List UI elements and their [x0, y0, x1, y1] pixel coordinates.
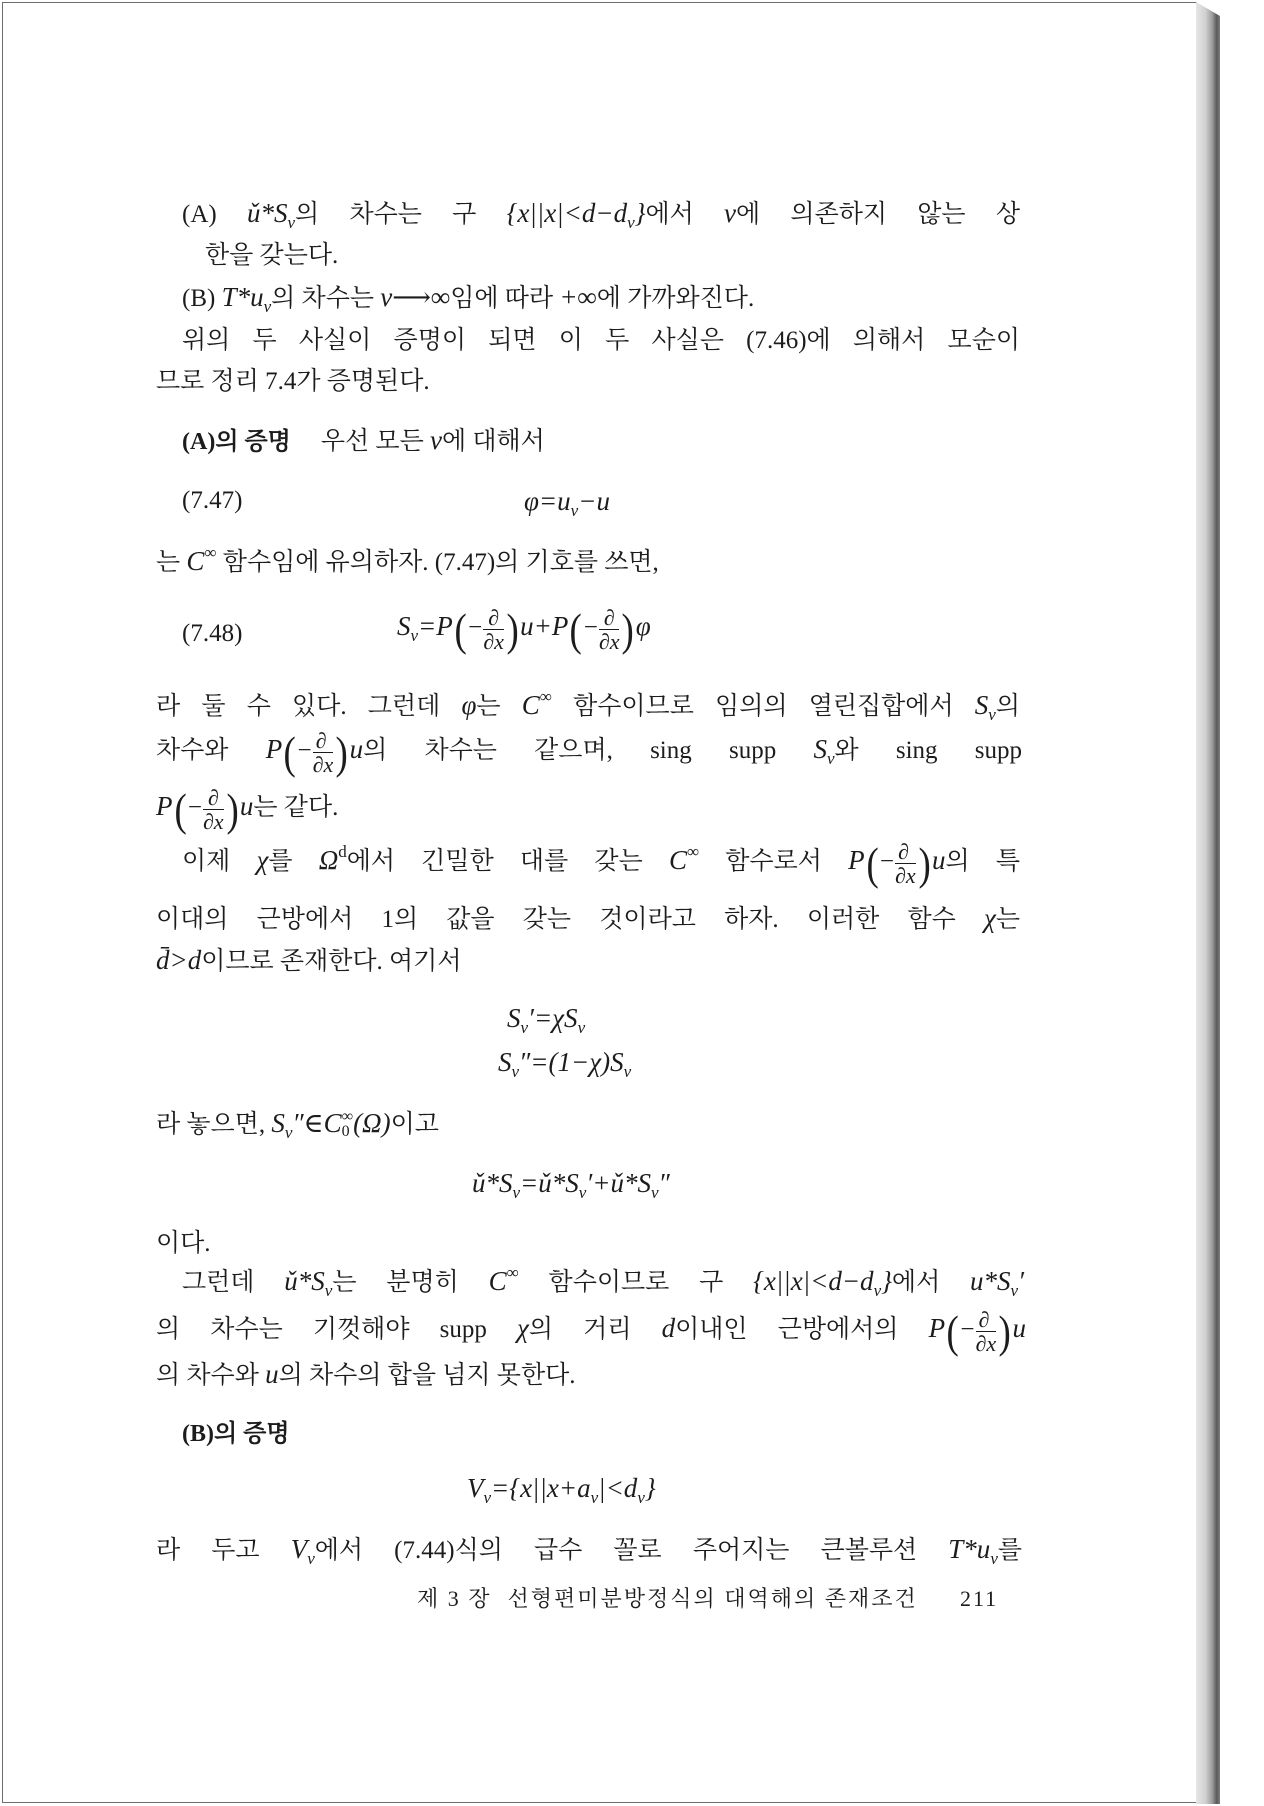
math-expression: ={x||x+a — [491, 1473, 591, 1503]
text-run: 위의 두 사실이 증명이 되면 이 두 사실은 (7.46)에 의해서 모순이 — [182, 327, 1020, 354]
chapter-title: 선형편미분방정식의 대역해의 존재조건 — [507, 1586, 918, 1611]
text-line — [182, 196, 1020, 232]
math-expression: S — [974, 690, 989, 720]
text-run: (B) — [182, 285, 222, 312]
left-paren: ( — [569, 603, 583, 655]
fraction — [483, 606, 504, 653]
superscript: ∞ — [341, 1108, 354, 1125]
text-run: 의 차수는 구 — [295, 201, 507, 228]
subscript: ν — [1010, 1281, 1019, 1300]
text-run: 에서 — [645, 201, 725, 228]
subscript: 0 — [341, 1123, 350, 1140]
math-expression: =ǔ*S — [520, 1168, 579, 1198]
running-footer — [417, 1584, 918, 1614]
text-run: 함수로서 — [699, 848, 849, 876]
equation-number-line — [182, 617, 242, 651]
text-run: 와 sing supp — [834, 737, 1022, 765]
minus-sign: − — [960, 1316, 975, 1344]
math-expression: +∞ — [559, 282, 597, 312]
left-paren: ( — [283, 726, 296, 778]
equation — [467, 1471, 656, 1507]
text-run: 이대의 근방에서 1의 값을 갖는 것이라고 하자. 이러한 함수 — [156, 906, 984, 933]
superscript: ∞ — [506, 1263, 519, 1282]
math-expression: χ — [256, 845, 269, 876]
equation — [507, 1001, 585, 1037]
text-run: 라 둘 수 있다. 그런데 — [156, 693, 462, 720]
fraction-denominator: ∂x — [202, 809, 224, 834]
text-line — [156, 726, 1022, 778]
fraction — [313, 729, 334, 776]
fraction-numerator: ∂ — [895, 840, 916, 864]
minus-sign: − — [468, 614, 483, 642]
text-run: 우선 모든 — [320, 428, 430, 455]
math-expression: =P — [418, 611, 453, 642]
right-paren: ) — [335, 726, 349, 778]
math-expression: C — [488, 1266, 507, 1296]
fraction-numerator: ∂ — [599, 606, 620, 630]
fraction-denominator: ∂x — [975, 1331, 997, 1356]
minus-sign: − — [297, 737, 312, 765]
text-run: 므로 정리 7.4가 증명된다. — [156, 368, 430, 395]
math-expression: φ=u — [524, 486, 571, 516]
math-expression: C — [668, 845, 687, 876]
subscript: ν — [637, 1488, 645, 1507]
text-run: 이다. — [156, 1230, 211, 1257]
subscript: ν — [570, 501, 579, 520]
superscript: ∞ — [539, 687, 552, 706]
math-expression: ǔ*S — [246, 198, 288, 228]
subscript: ν — [873, 1281, 882, 1300]
text-line — [182, 837, 1020, 889]
text-line — [156, 1106, 439, 1142]
proof-heading: (A)의 증명 — [182, 429, 291, 455]
page-number: 211 — [960, 1586, 999, 1611]
math-expression: Ω — [318, 845, 339, 876]
text-run: 함수이므로 임의의 열린집합에서 — [551, 693, 975, 720]
math-expression: (Ω) — [353, 1108, 391, 1138]
right-paren: ) — [622, 603, 635, 655]
text-run: 에서 (7.44)식의 급수 꼴로 주어지는 큰볼루션 — [314, 1537, 949, 1564]
text-run: 에 의존하지 않는 상 — [736, 201, 1020, 228]
text-run: 를 — [268, 848, 319, 876]
math-expression: χ — [516, 1313, 529, 1344]
math-expression: {x||x|<d−d — [506, 198, 628, 228]
subscript: ν — [988, 705, 996, 724]
text-run: 의 특 — [945, 848, 1020, 876]
math-expression: S — [397, 611, 411, 642]
subscript: ν — [577, 1018, 586, 1037]
math-expression: V — [467, 1473, 484, 1503]
math-expression: ″ — [658, 1168, 670, 1198]
text-line — [156, 688, 1020, 724]
fraction-numerator: ∂ — [313, 729, 334, 753]
page-edge-shadow — [1196, 2, 1220, 1804]
left-paren: ( — [454, 603, 467, 655]
text-run: 에서 — [891, 1269, 971, 1296]
subscript: ν — [410, 626, 419, 646]
text-run: 의 — [995, 693, 1020, 720]
math-expression: P — [848, 845, 865, 876]
math-expression: T*u — [948, 1534, 991, 1564]
equation-number-line — [182, 484, 242, 518]
text-run: 의 거리 — [528, 1316, 662, 1344]
text-line — [182, 423, 545, 459]
equation — [472, 1166, 670, 1202]
subscript: ν — [990, 1549, 998, 1568]
text-run: (A) — [182, 201, 247, 228]
text-line — [156, 1357, 576, 1393]
fraction-denominator: ∂x — [598, 629, 620, 654]
subscript: ν — [578, 1183, 587, 1202]
fraction-denominator: ∂x — [312, 752, 334, 777]
subscript: ν — [650, 1183, 659, 1202]
fraction-numerator: ∂ — [976, 1308, 997, 1332]
text-run: 그런데 — [182, 1269, 285, 1296]
text-line — [156, 943, 462, 979]
math-expression: |<d — [598, 1473, 638, 1503]
text-line — [156, 1532, 1022, 1568]
fraction — [895, 840, 916, 887]
left-paren: ( — [946, 1305, 959, 1357]
equation-number: (7.48) — [182, 620, 243, 647]
text-run: 이제 — [182, 848, 257, 876]
subscript: ν — [511, 1062, 520, 1081]
math-expression: u+P — [520, 611, 569, 642]
fraction — [599, 606, 620, 653]
fraction-denominator: ∂x — [483, 629, 504, 654]
subscript: ν — [287, 213, 296, 232]
math-expression: ′=χS — [528, 1003, 578, 1033]
math-expression: ν⟶∞ — [380, 282, 451, 312]
math-expression: V — [290, 1534, 308, 1564]
text-run: 는 — [476, 693, 522, 720]
text-run: 함수이므로 구 — [518, 1269, 754, 1296]
math-expression: S — [507, 1003, 521, 1033]
text-run: 차수와 — [156, 737, 266, 765]
minus-sign: − — [583, 614, 598, 642]
fraction-denominator: ∂x — [895, 863, 916, 888]
subscript: ν — [826, 749, 835, 769]
text-line — [156, 1227, 211, 1261]
subscript: ν — [324, 1281, 333, 1300]
text-line — [205, 239, 338, 273]
right-paren: ) — [918, 837, 931, 889]
text-run: 는 — [156, 549, 187, 576]
text-run: 의 차수는 같으며, sing supp — [363, 737, 814, 765]
text-run: 에서 긴밀한 대를 갖는 — [346, 848, 669, 876]
text-run: 는 분명히 — [332, 1269, 489, 1296]
math-expression: u — [239, 791, 254, 822]
math-expression: u — [931, 845, 946, 876]
text-run: 의 차수는 기껏해야 supp — [156, 1316, 517, 1344]
left-paren: ( — [866, 837, 879, 889]
math-expression: −u — [578, 486, 610, 516]
math-expression: d̄>d — [156, 945, 202, 975]
math-expression: u — [349, 734, 364, 765]
fraction-numerator: ∂ — [203, 786, 224, 810]
text-run: 임에 따라 — [450, 285, 560, 312]
text-run: 이내인 근방에서의 — [675, 1316, 929, 1344]
math-expression: ″=(1−χ)S — [519, 1047, 624, 1077]
text-line — [182, 1417, 290, 1451]
text-run: 의 차수와 — [156, 1362, 266, 1389]
math-expression: ǔ*S — [284, 1266, 325, 1296]
equation — [397, 603, 651, 655]
math-expression: } — [881, 1266, 892, 1296]
text-line — [156, 365, 430, 399]
text-run: 에 가까와진다. — [596, 285, 755, 312]
right-paren: ) — [998, 1305, 1011, 1357]
text-run: 를 — [997, 1537, 1023, 1564]
subscript: ν — [623, 1062, 632, 1081]
left-paren: ( — [174, 783, 187, 835]
math-expression: ′ — [1018, 1266, 1024, 1296]
fraction — [976, 1308, 997, 1355]
text-run: 이므로 존재한다. 여기서 — [201, 948, 462, 975]
text-line — [182, 1264, 1024, 1300]
text-run: 함수임에 유의하자. (7.47)의 기호를 쓰면, — [216, 549, 659, 576]
math-expression: ″∈C — [292, 1108, 342, 1138]
text-line — [156, 783, 339, 835]
math-expression: S — [498, 1047, 512, 1077]
math-expression: P — [156, 791, 173, 822]
math-expression: ′+ǔ*S — [586, 1168, 651, 1198]
math-expression: φ — [635, 611, 651, 642]
math-expression: S — [271, 1108, 285, 1138]
math-expression: P — [928, 1313, 946, 1344]
subscript: ν — [627, 213, 635, 232]
minus-sign: − — [187, 794, 202, 822]
text-run: 라 두고 — [156, 1537, 291, 1564]
text-run: 라 놓으면, — [156, 1111, 272, 1138]
text-line — [156, 1305, 1026, 1357]
text-line — [156, 901, 1020, 937]
subscript: ν — [307, 1549, 315, 1568]
text-line — [182, 280, 754, 316]
math-expression: u*S — [970, 1266, 1011, 1296]
chapter-number: 제 3 장 — [417, 1586, 492, 1611]
equation — [524, 484, 610, 520]
script-stack — [342, 1109, 353, 1139]
text-run: 이고 — [390, 1111, 439, 1138]
minus-sign: − — [879, 848, 895, 876]
text-line — [156, 544, 659, 580]
text-run: 의 차수의 합을 넘지 못한다. — [278, 1362, 576, 1389]
right-paren: ) — [226, 783, 239, 835]
equation-number: (7.47) — [182, 487, 243, 514]
math-expression: ǔ*S — [472, 1168, 513, 1198]
math-expression: d — [661, 1313, 676, 1344]
superscript: ∞ — [204, 543, 217, 562]
math-expression: } — [644, 1473, 656, 1503]
fraction — [203, 786, 224, 833]
math-expression: ν — [429, 425, 442, 455]
text-line — [182, 324, 1020, 358]
superscript: d — [338, 842, 347, 862]
math-expression: S — [813, 734, 827, 765]
math-expression: } — [634, 198, 646, 228]
text-run: 는 같다. — [253, 794, 339, 822]
subscript: ν — [590, 1488, 599, 1507]
proof-heading: (B)의 증명 — [182, 1421, 290, 1447]
math-expression: C — [186, 546, 205, 576]
subscript: ν — [284, 1123, 293, 1142]
math-expression: φ — [461, 690, 477, 720]
subscript: ν — [520, 1018, 529, 1037]
subscript: ν — [263, 297, 272, 316]
superscript: ∞ — [686, 842, 700, 862]
text-run: 는 — [995, 906, 1020, 933]
text-run: 의 차수는 — [271, 285, 381, 312]
text-run: 에 대해서 — [441, 428, 545, 455]
right-paren: ) — [506, 603, 519, 655]
math-expression: u — [1012, 1313, 1026, 1344]
fraction-numerator: ∂ — [483, 606, 504, 630]
math-expression: {x||x|<d−d — [753, 1266, 874, 1296]
math-expression: ν — [724, 198, 736, 228]
subscript: ν — [483, 1488, 492, 1507]
math-expression: T*u — [221, 282, 264, 312]
equation — [498, 1045, 631, 1081]
math-expression: u — [265, 1359, 279, 1389]
subscript: ν — [512, 1183, 521, 1202]
text-run: 한을 갖는다. — [205, 242, 339, 269]
math-expression: χ — [983, 903, 996, 933]
math-expression: P — [265, 734, 283, 765]
math-expression: C — [521, 690, 540, 720]
